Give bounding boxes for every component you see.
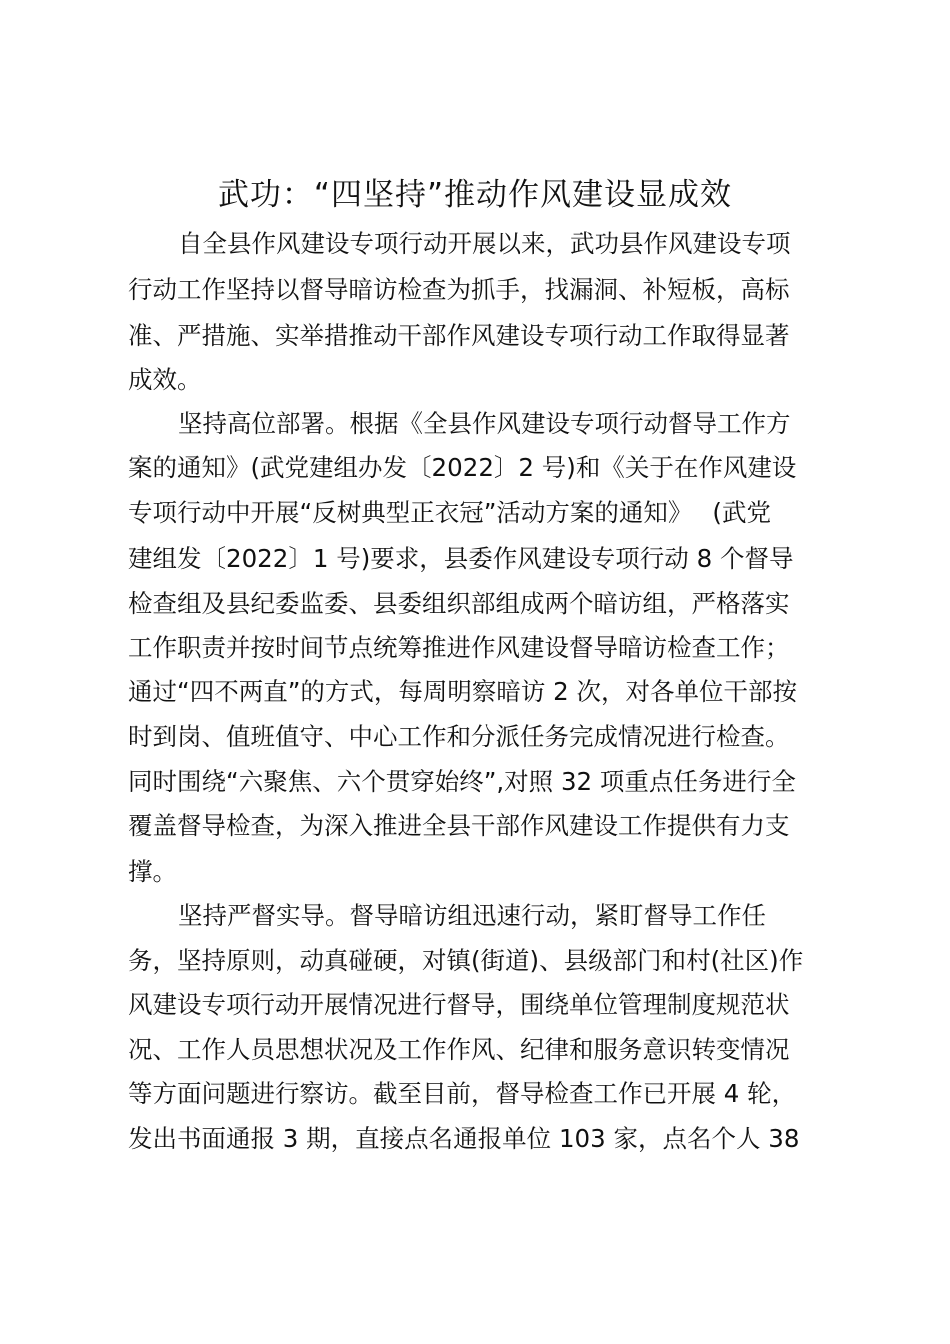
paragraph-2-line-4: 建组发〔2022〕1 号)要求，县委作风建设专项行动 8 个督导 — [128, 544, 794, 573]
paragraph-3-line-4: 况、工作人员思想状况及工作作风、纪律和服务意识转变情况 — [128, 1035, 790, 1064]
paragraph-3-line-2: 务，坚持原则，动真碰硬，对镇(街道)、县级部门和村(社区)作 — [128, 946, 804, 975]
paragraph-1-line-1: 自全县作风建设专项行动开展以来，武功县作风建设专项 — [178, 229, 791, 258]
paragraph-2-line-3: 专项行动中开展“反树典型正衣冠”活动方案的通知》 (武党 — [128, 498, 771, 527]
paragraph-2-line-9: 同时围绕“六聚焦、六个贯穿始终”,对照 32 项重点任务进行全 — [128, 767, 796, 796]
paragraph-2-line-5: 检查组及县纪委监委、县委组织部组成两个暗访组，严格落实 — [128, 589, 790, 618]
paragraph-2-line-7: 通过“四不两直”的方式，每周明察暗访 2 次，对各单位干部按 — [128, 677, 798, 706]
paragraph-1-line-2: 行动工作坚持以督导暗访检查为抓手，找漏洞、补短板，高标 — [128, 275, 790, 304]
paragraph-1-line-3: 准、严措施、实举措推动干部作风建设专项行动工作取得显著 — [128, 321, 790, 350]
paragraph-2-line-1: 坚持高位部署。根据《全县作风建设专项行动督导工作方 — [178, 409, 791, 438]
paragraph-3-line-6: 发出书面通报 3 期，直接点名通报单位 103 家，点名个人 38 — [128, 1124, 800, 1153]
paragraph-1-line-4: 成效。 — [128, 365, 202, 394]
paragraph-3-line-3: 风建设专项行动开展情况进行督导，围绕单位管理制度规范状 — [128, 990, 790, 1019]
paragraph-2-line-11: 撑。 — [128, 857, 177, 886]
paragraph-2-line-6: 工作职责并按时间节点统筹推进作风建设督导暗访检查工作； — [128, 633, 790, 662]
paragraph-2-line-10: 覆盖督导检查，为深入推进全县干部作风建设工作提供有力支 — [128, 811, 790, 840]
paragraph-2-line-8: 时到岗、值班值守、中心工作和分派任务完成情况进行检查。 — [128, 722, 790, 751]
document-title: 武功：“四坚持”推动作风建设显成效 — [217, 177, 733, 213]
paragraph-3-line-5: 等方面问题进行察访。截至目前，督导检查工作已开展 4 轮， — [128, 1079, 797, 1108]
paragraph-3-line-1: 坚持严督实导。督导暗访组迅速行动，紧盯督导工作任 — [178, 901, 766, 930]
paragraph-2-line-2: 案的通知》(武党建组办发〔2022〕2 号)和《关于在作风建设 — [128, 453, 797, 482]
